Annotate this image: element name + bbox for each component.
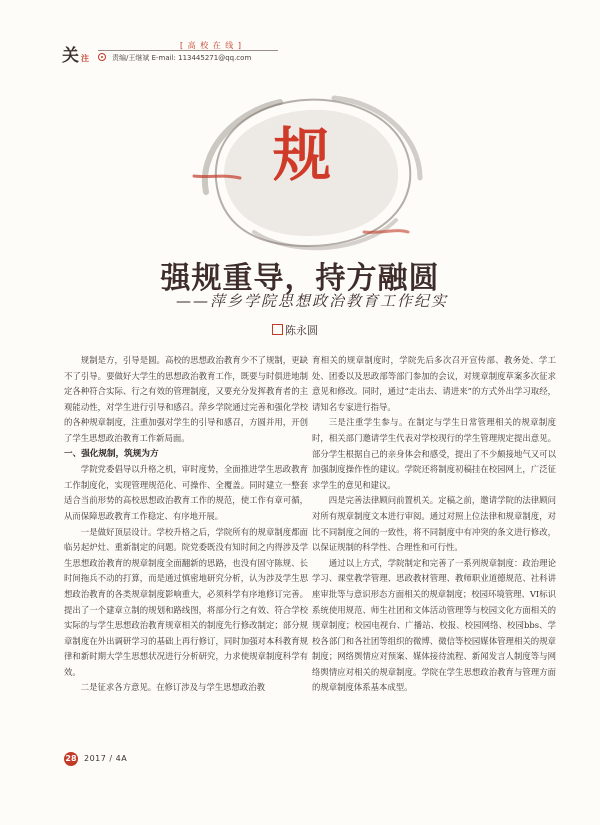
left-column (64, 353, 308, 696)
paragraph: 规制是方，引导是圆。高校的思想政治教育少不了规制，更缺不了引导。要做好大学生的思想政治教育工作，既要与时俱进地制定各种符合实际、行之有效的管理制度，又要充分发挥教育者的主观能动性，对学生进行引导和感召。萍乡学院通过完善和强化学校的各种规章制度，注重加强对学生的引导和感召，方圆并用，开创了学生思想政治教育工作新局面。 (64, 355, 308, 443)
page-number: 28 (64, 752, 78, 766)
paragraph: 学院党委倡导以升格之机，审时度势，全面推进学生思政教育工作制度化，实现管理规范化、可操作、全覆盖。同时建立一整套适合当前形势的高校思想政治教育工作的规范，使工作有章可循，从而保障思政教育工作稳定、有序地开展。 (64, 464, 308, 521)
paragraph: 三是注重学生参与。在制定与学生日常管理相关的规章制度时，相关部门邀请学生代表对学校现行的学生管理规定提出意见。部分学生根据自己的亲身体会和感受，提出了不少颇接地气又可以加强制度操作性的建议。学院还将制度初稿挂在校园网上，广泛征求学生的意见和建议。 (312, 417, 556, 490)
editor-contact: 责编/王继斌 E-mail: 113445271@qq.com (112, 54, 252, 62)
column-mark-small: 注 (81, 53, 90, 63)
section-heading: 一、强化规制，筑规为方 (64, 448, 159, 459)
author-box-icon (272, 324, 283, 335)
column-mark: 关注 (62, 46, 90, 66)
issue-label: 2017 / 4A (84, 754, 128, 763)
paragraph-continued: 育相关的规章制度时，学院先后多次召开宣传部、教务处、学工处、团委以及思政部等部门参加的会议，对规章制度草案多次征求意见和修改。同时，通过“走出去、请进来”的方式外出学习取经，请知名专家进行指导。 (312, 355, 556, 412)
section-label: [ 高 校 在 线 ] (180, 41, 242, 50)
paragraph: 通过以上方式，学院制定和完善了一系列规章制度：政治理论学习、课堂教学管理、思政教材管理、教师职业道德规范、社科讲座审批等与意识形态方面相关的规章制度；校园环境管理、VI标识系统使用规范、师生社团和文体活动管理等与校园文化方面相关的规章制度；校园电视台、广播站、校报、校园网络、校园bbs、学校各部门和各社团等组织的微博、微信等校园媒体管理相关的规章制度；网络舆情应对预案、媒体接待流程、新闻发言人制度等与网络舆情应对相关的规章制度。学院在学生思想政治教育与管理方面的规章制度体系基本成型。 (312, 557, 556, 693)
article-title: 强规重导，持方融圆 (160, 261, 440, 296)
paragraph: 四是完善法律顾问前置机关。定稿之前，邀请学院的法律顾问对所有规章制度文本进行审阅。通过对照上位法律和规章制度，对比不同制度之间的一致性，将不同制度中有冲突的条文进行修改，以保证规制的科学性、合理性和可行性。 (312, 495, 556, 553)
paragraph: 一是做好顶层设计。学校升格之后，学院所有的规章制度都面临另起炉灶、重新制定的问题。院党委既没有知时间之内得涉及学生思想政治教育的规章制度全面翻新的思路，也没有固守陈规、长时间拖兵不动的打算，而是通过慎密地研究分析，认为涉及学生思想政治教育的各类规章制度影响重大，必须科学有序地修订完善。提出了一个建章立制的规划和路线图，将部分行之有效、符合学校实际的与学生思想政治教育规章相关的制度先行修改制定；部分规章制度在外出调研学习的基础上再行修订，同时加强对本科教育规律和新时期大学生思想状况进行分析研究，力求使规章制度科学有效。 (64, 526, 308, 677)
emblem-character: 规 (272, 121, 331, 189)
author-name: 陈永圆 (285, 324, 318, 337)
paragraph: 二是征求各方意见。在修订涉及与学生思想政治教 (80, 682, 266, 693)
circle-bullet-icon (98, 53, 106, 61)
author-line (272, 322, 318, 338)
right-column (312, 353, 556, 696)
article-subtitle: ——萍乡学院思想政治教育工作纪实 (176, 292, 449, 310)
